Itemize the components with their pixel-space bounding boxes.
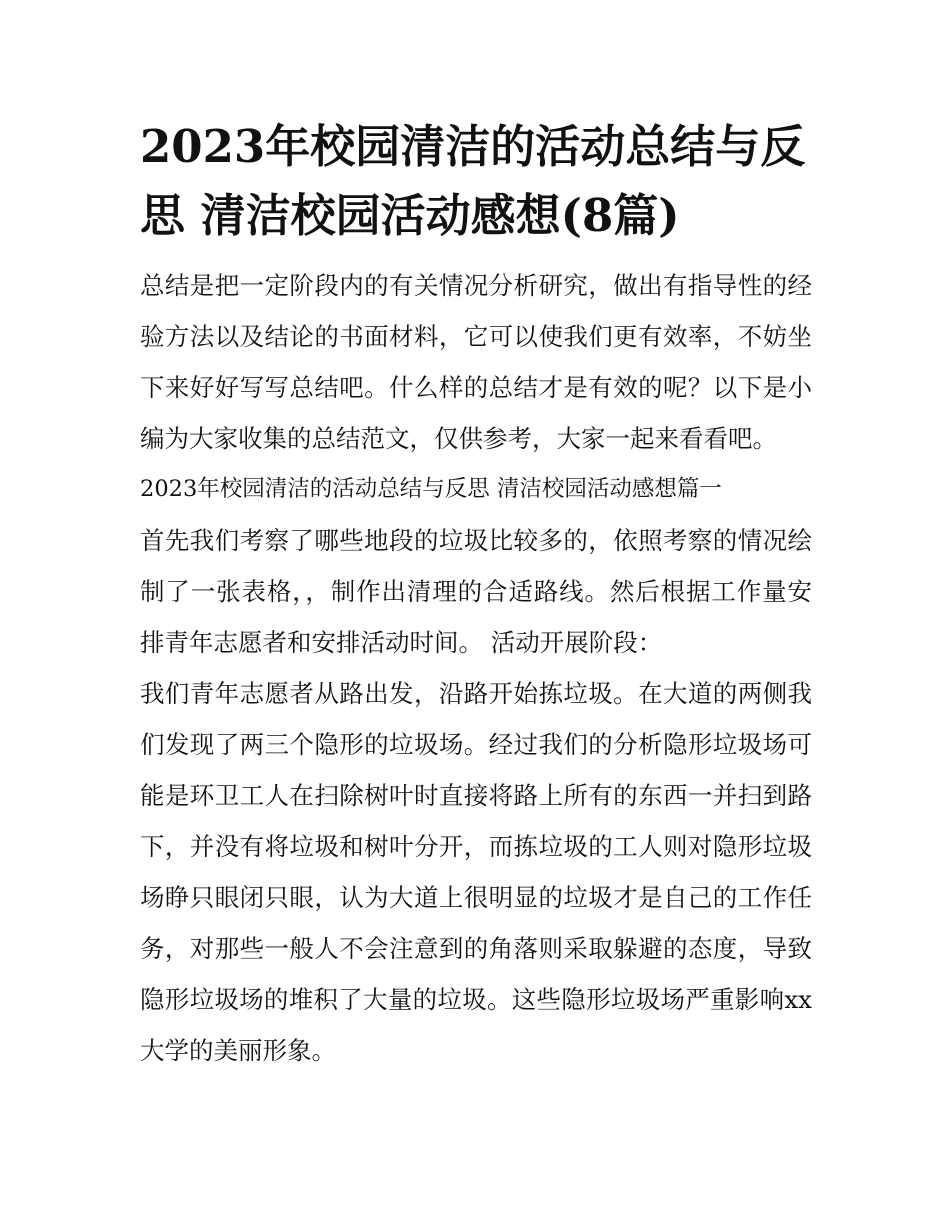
document-title: 2023年校园清洁的活动总结与反思 清洁校园活动感想(8篇) bbox=[140, 120, 806, 242]
intro-paragraph: 总结是把一定阶段内的有关情况分析研究，做出有指导性的经验方法以及结论的书面材料，它可以使我们更有效率，不妨坐下来好好写写总结吧。什么样的总结才是有效的呢？以下是小编为大家收集的总结范文，仅供参考，大家一起来看看吧。 bbox=[140, 271, 812, 453]
document-body bbox=[140, 112, 812, 1076]
section-heading: 2023年校园清洁的活动总结与反思 清洁校园活动感想篇一 bbox=[140, 476, 722, 502]
body-paragraph-1: 首先我们考察了哪些地段的垃圾比较多的，依照考察的情况绘制了一张表格，，制作出清理的合适路线。然后根据工作量安排青年志愿者和安排活动时间。 活动开展阶段： bbox=[140, 526, 812, 657]
body-paragraph-2: 我们青年志愿者从路出发，沿路开始拣垃圾。在大道的两侧我们发现了两三个隐形的垃圾场。经过我们的分析隐形垃圾场可能是环卫工人在扫除树叶时直接将路上所有的东西一并扫到路下，并没有将垃圾和树叶分开，而拣垃圾的工人则对隐形垃圾场睁只眼闭只眼，认为大道上很明显的垃圾才是自己的工作任务，对那些一般人不会注意到的角落则采取躲避的态度，导致隐形垃圾场的堆积了大量的垃圾。这些隐形垃圾场严重影响xx大学的美丽形象。 bbox=[140, 679, 812, 1065]
